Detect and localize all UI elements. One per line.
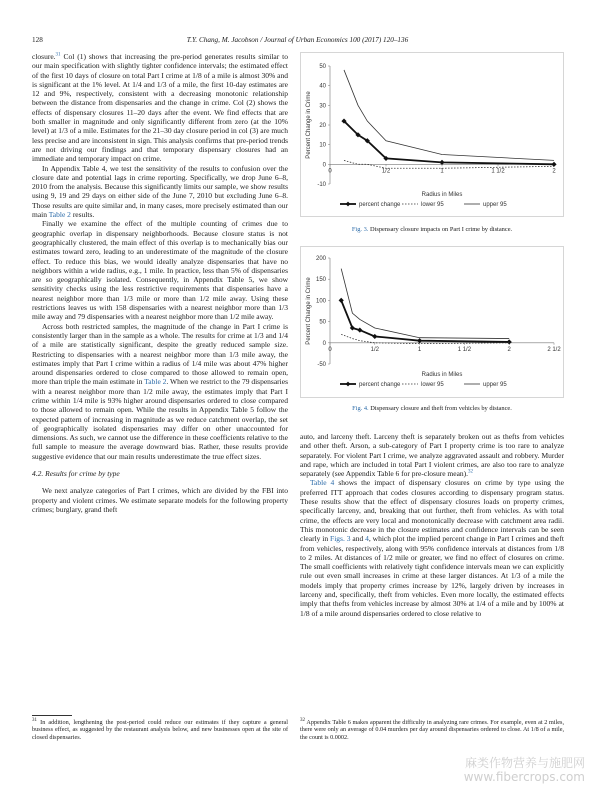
data-point — [507, 339, 512, 344]
y-tick-label: 150 — [315, 277, 326, 284]
paragraph: closure.$^{31}$ Col (1) shows that increasing the pre-period generates results similar to our main specification with slightly tighter confidence intervals; the estimated effect of the first 10 days of closure on total Part I crime at 1/8 of a mile is almost 30% and is significant at the 1% level. At 1/4 and 1/3 of a mile, the first 10-day estimates are 12 and 9%, respectively, consistent with a decreasing monotonic relationship between the distance from dispensaries and the change in crime. Col (2) shows the effects of dispensary closures 11–20 days after the event. We find effects that are both smaller in magnitude and only significantly different from zero (at the 10% level) at 1/3 of a mile. Estimates for the 21–30 day closure period in col (3) are much less precise and are inconsistent in sign. This analysis confirms that pre-period trends are not driving our findings and that temporary dispensary closures had an immediate and temporary impact on crime. — [32, 52, 288, 164]
series-line-upper-95 — [344, 70, 554, 160]
y-tick-label: 200 — [315, 256, 326, 262]
x-tick-label: 1 1/2 — [491, 168, 505, 175]
x-tick-label: 0 — [328, 346, 332, 353]
x-tick-label: 2 — [552, 168, 556, 175]
data-point — [357, 327, 362, 332]
table-2-link[interactable]: Table 2 — [144, 377, 167, 387]
y-tick-label: 0 — [322, 162, 326, 169]
legend-label: lower 95 — [421, 202, 444, 208]
x-tick-label: 1/2 — [381, 168, 391, 175]
x-tick-label: 1 — [417, 346, 422, 353]
figure-3 — [300, 52, 564, 217]
journal-citation: T.Y. Chang, M. Jacobson / Journal of Urban Economics 100 (2017) 120–136 — [186, 36, 409, 44]
y-tick-label: 30 — [319, 103, 326, 110]
legend-label: percent change — [359, 202, 401, 208]
page-number: 128 — [32, 36, 43, 44]
figure-4-link[interactable]: 4 — [365, 534, 369, 544]
figure-4 — [300, 246, 564, 398]
table-2-link[interactable]: Table 2 — [48, 210, 71, 220]
figure-4-caption: Fig. 4. Dispensary closure and theft from vehicles by distance. — [352, 405, 512, 412]
left-column — [32, 52, 288, 514]
paragraph: Table 4 shows the impact of dispensary closures on crime by type using the preferred ITT approach that codes closures according to dispensary program status. These results show that the effect of dispensary closures loads on property crimes, specifically larceny, and, breaking that out further, theft from vehicles. As with total crime, the effects are very local and monotonically decrease with catchment area radii. This monotonic decrease in the closure estimates and confidence intervals can be seen clearly in Figs. 3 and 4, which plot the implied percent change in Part I crimes and theft from vehicles, respectively, along with 95% confidence intervals at distances from 1/8 to 2 miles. At distances of 1/2 mile or greater, we find no effect of closures on crime. The small coefficients with relatively tight confidence intervals mean we can explicitly rule out even small increases in crime at these larger distances. At 1/3 of a mile the models imply that property crimes increase by 12%, largely driven by increases in larceny and, specifically, theft from vehicles. Even more locally, the estimated effects imply that thefts from vehicles increase by almost 30% at 1/4 of a mile and by 100% at 1/8 of a mile around dispensaries ordered to close relative to — [300, 478, 564, 618]
x-tick-label: 1 1/2 — [457, 346, 472, 353]
y-tick-label: 0 — [322, 340, 326, 347]
y-tick-label: -10 — [317, 182, 326, 188]
x-tick-label: 0 — [328, 168, 332, 175]
legend-marker — [346, 202, 351, 207]
figure-4-chart — [300, 246, 564, 398]
right-column — [300, 432, 564, 618]
x-axis-label: Radius in Miles — [421, 192, 463, 198]
data-point — [350, 325, 355, 330]
figure-3-chart — [300, 52, 564, 217]
data-point — [339, 298, 344, 303]
series-line-upper-95 — [341, 269, 509, 339]
table-4-link[interactable]: Table 4 — [310, 478, 335, 488]
paragraph: We next analyze categories of Part I crimes, which are divided by the FBI into property and violent crimes. We estimate separate models for the following property crimes; burglary, grand theft — [32, 486, 288, 514]
running-header — [32, 36, 563, 48]
y-tick-label: 40 — [319, 83, 326, 90]
x-tick-label: 1/2 — [370, 346, 379, 353]
paragraph: Finally we examine the effect of the multiple counting of crimes due to geographic overlap in dispensary neighborhoods. Because closure status is not geographically clustered, the main effect of this overlap is to mechanically bias our estimates toward zero, leading to an underestimate of the magnitude of the closure effect. To reduce this bias, we would ideally analyze dispensaries that have no neighbors within a wide radius, e.g., 1 mile. In practice, less than 5% of dispensaries are so geographically isolated. Consequently, in Appendix Table 5, we show sensitivity checks using the less restrictive requirements that dispensaries have a nearest neighbor more than 1/3 mile or more than 1/2 mile away. Using these restrictions leaves us with 158 dispensaries with a nearest neighbor more than 1/3 mile away and 79 dispensaries with a nearest neighbor more than 1/2 mile away. — [32, 219, 288, 322]
y-axis-label: Percent Change in Crime — [306, 277, 312, 345]
legend-label: percent change — [359, 382, 401, 388]
y-tick-label: 100 — [315, 298, 326, 305]
section-heading: 4.2. Results for crime by type — [32, 469, 120, 479]
footnote-rule — [32, 715, 72, 716]
x-tick-label: 2 1/2 — [547, 346, 561, 353]
series-line-percent-change — [344, 121, 554, 164]
paragraph: In Appendix Table 4, we test the sensitivity of the results to confusion over the closure date and potential lags in crime reporting. Specifically, we drop June 6–8, 2010 from the analysis. Because this significantly limits our sample, we show results using 9, 19 and 29 days on either side of the June 7, 2010 but excluding June 6–8. Those results are quite similar and, in many cases, more precisely estimated than our main Table 2 results. — [32, 163, 288, 220]
y-tick-label: 20 — [319, 123, 326, 129]
data-point — [551, 162, 556, 167]
y-tick-label: -50 — [317, 362, 326, 368]
footnote-ref-32[interactable]: 32 — [468, 469, 474, 475]
footnote-31: $^{31}$ In addition, lengthening the post-period could reduce our estimates if they capture a general business effect, as suggested by the restaurant analysis below, and new businesses open at the site of closed dispensaries. — [32, 717, 288, 741]
y-tick-label: 10 — [319, 142, 326, 149]
y-tick-label: 50 — [319, 319, 326, 326]
paragraph: auto, and larceny theft. Larceny theft is separately broken out as thefts from vehicles and other theft. Arson, a sub-category of Part I property crime is too rare to analyze separately. For violent Part I crime, we analyze aggravated assault and robbery. Murder and rape, which are included in total Part I violent crimes, are also too rare to analyze separately (see Appendix Table 6 for pre-closure mean).$^{32}$ — [300, 432, 564, 479]
footnote-32: $^{32}$ Appendix Table 6 makes apparent the difficulty in analyzing rare crimes. For example, even at 2 miles, there were only an average of 0.04 murders per day around dispensaries ordered to close. At 1/8 of a mile, the count is 0.0002. — [300, 717, 564, 741]
legend-label: upper 95 — [483, 382, 507, 388]
legend-marker — [346, 382, 351, 387]
y-axis-label: Percent Change in Crime — [306, 91, 312, 159]
x-tick-label: 1 — [440, 168, 444, 175]
legend-label: upper 95 — [483, 202, 507, 208]
paragraph: Across both restricted samples, the magnitude of the change in Part I crime is consistently larger than in the sample as a whole. The results for crime at 1/3 and 1/4 of a mile are statistically significant, despite the greatly reduced sample size. Restricting to dispensaries with a nearest neighbor more than 1/3 mile away, the estimates imply that Part I crime within a radius of 1/4 mile was about 47% higher around dispensaries ordered to close compared to those allowed to remain open, more than triple the main estimate in Table 2. When we restrict to the 79 dispensaries with a nearest neighbor more than 1/2 mile away, the estimates imply that Part I crime within 1/4 mile is 93% higher around dispensaries ordered to close compared to those allowed to remain open. While the results in Appendix Table 5 follow the expected pattern of increasing in magnitude as we reduce catchment overlap, the set of geographically isolated dispensaries may differ on other unaccounted for dimensions. As such, we cannot use the difference in these coefficients relative to the full sample to measure the average downward bias. Rather, these results provide suggestive evidence that our main results underestimate the true effect sizes. — [32, 321, 288, 461]
data-point — [372, 334, 377, 339]
y-tick-label: 50 — [319, 64, 326, 70]
series-line-percent-change — [341, 300, 509, 342]
x-axis-label: Radius in Miles — [421, 372, 463, 378]
x-tick-label: 2 — [507, 346, 511, 353]
legend-label: lower 95 — [421, 382, 444, 388]
figure-3-caption: Fig. 3. Dispensary closure impacts on Part I crime by distance. — [351, 226, 513, 233]
watermark: 麻类作物营养与施肥网 www.fibercrops.com — [463, 756, 585, 784]
footnote-ref-31[interactable]: 31 — [55, 52, 61, 58]
figure-3-link[interactable]: Figs. 3 — [330, 534, 351, 544]
